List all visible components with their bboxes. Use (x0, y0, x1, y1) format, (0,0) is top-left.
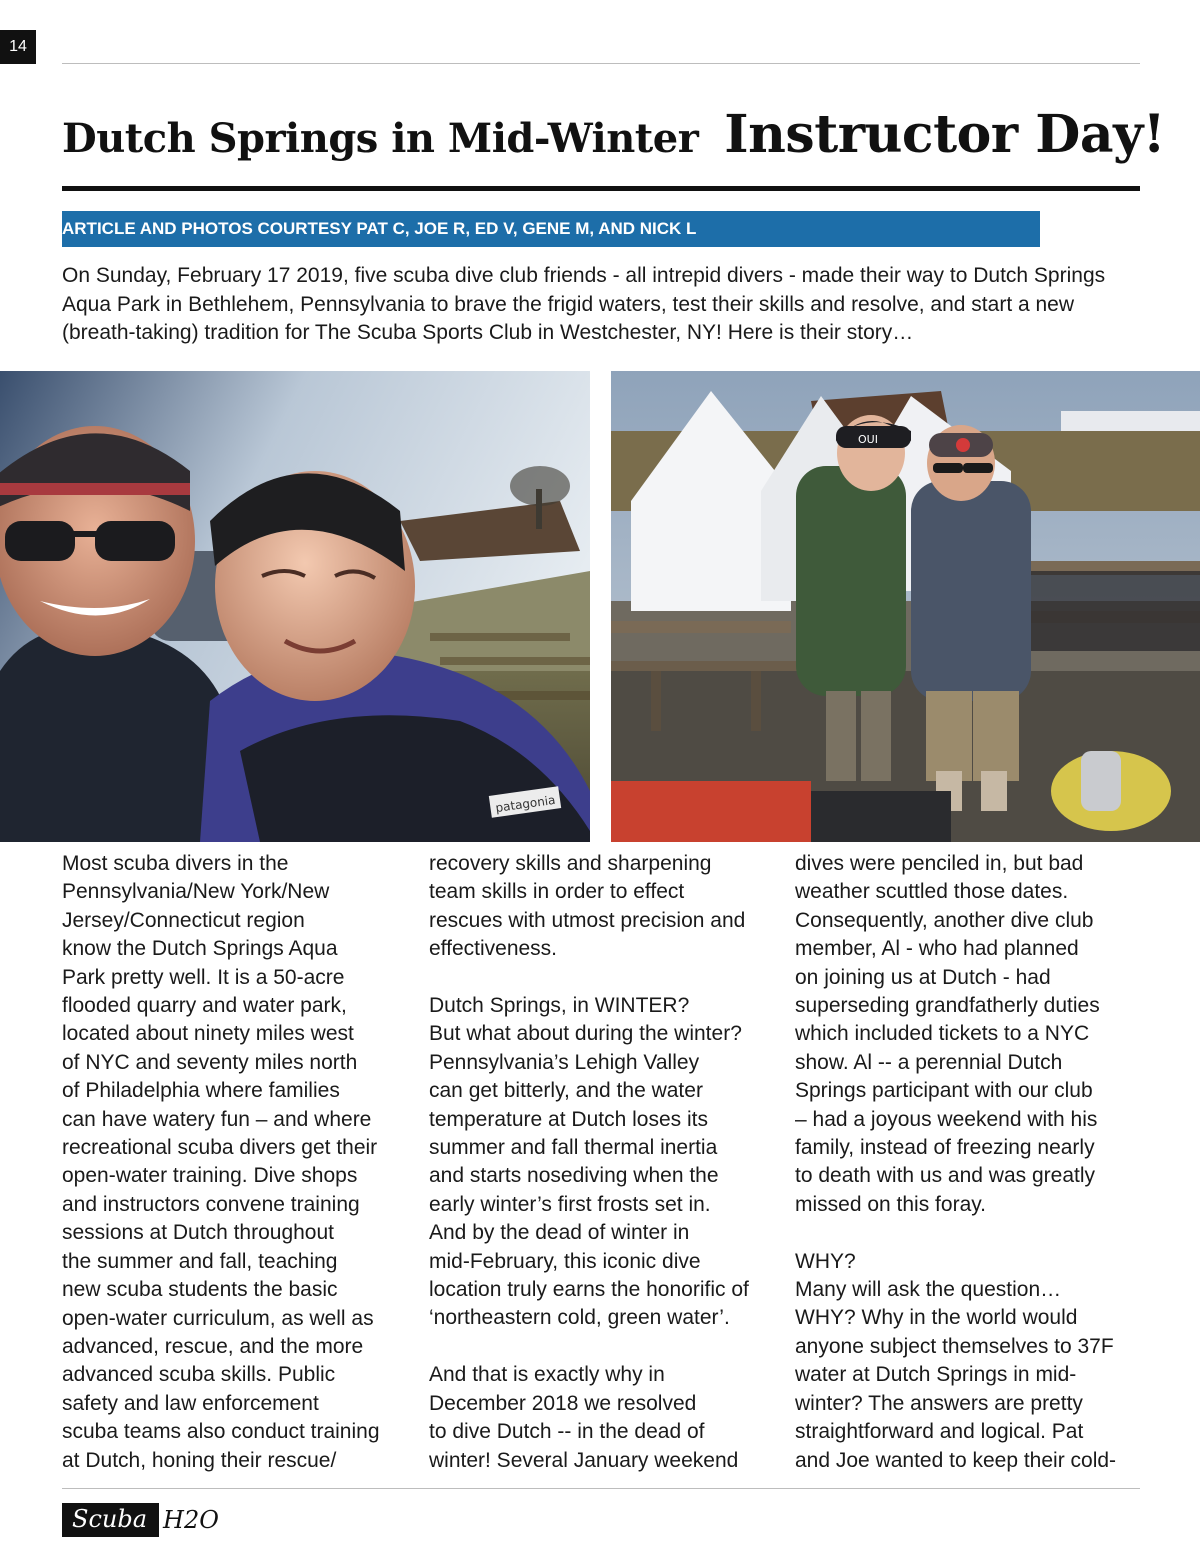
title-part-2: Instructor Day! (724, 104, 1166, 165)
top-rule (62, 63, 1140, 64)
footer-rule (62, 1488, 1140, 1489)
credit-bar (62, 211, 1040, 247)
column-3-paragraph-2: WHY? Many will ask the question… WHY? Why in the world would anyone subject themselves to 37F water at Dutch Springs in mid- winter? The answers are pretty straightforward and logical. Pat and Joe wanted to keep their cold- (795, 1249, 1117, 1472)
photo-selfie (0, 371, 590, 842)
paragraph-gap (795, 1219, 1140, 1247)
photo-selfie-image (0, 371, 590, 842)
photo-divers-at-table (611, 371, 1200, 842)
photo-brand-label: patagonia (494, 792, 557, 816)
magazine-logo (62, 1500, 219, 1540)
logo-scuba: Scuba (62, 1503, 159, 1537)
title-part-1: Dutch Springs in Mid-Winter (62, 115, 699, 162)
photo-divers-image (611, 371, 1200, 842)
column-3-paragraph-1: dives were penciled in, but bad weather scuttled those dates. Consequently, another dive club member, Al - who had planned on joining us at Dutch - had superseding grandfatherly duties which included tickets to a NYC show. Al -- a perennial Dutch Springs participant with our club – had a joyous weekend with his family, instead of freezing nearly to death with us and was greatly missed on this foray. (795, 852, 1100, 1216)
page-number: 14 (0, 30, 36, 64)
intro-paragraph: On Sunday, February 17 2019, five scuba dive club friends - all intrepid divers - made their way to Dutch Springs Aqua Park in Bethlehem, Pennsylvania to brave the frigid waters, test their skills and resolve, and start a new (breath-taking) tradition for The Scuba Sports Club in Westchester, NY! Here is their story… (62, 264, 1106, 344)
paragraph-gap (429, 1333, 774, 1361)
text-column-1 (62, 850, 407, 1475)
photo-hat-label: OUI (858, 433, 878, 446)
page-title (62, 104, 1166, 180)
credit-text: ARTICLE AND PHOTOS COURTESY PAT C, JOE R, ED V, GENE M, AND NICK L (62, 219, 697, 238)
column-2-paragraph-2: Dutch Springs, in WINTER? But what about during the winter? Pennsylvania’s Lehigh Valley can get bitterly, and the water temperature at Dutch loses its summer and fall thermal inertia and starts nosediving when the early winter’s first frosts set in. And by the dead of winter in mid-February, this iconic dive location truly earns the honorific of ‘northeastern cold, green water’. (429, 994, 749, 1330)
column-2-paragraph-1: recovery skills and sharpening team skills in order to effect rescues with utmost precision and effectiveness. (429, 852, 746, 961)
text-column-2 (429, 850, 774, 1475)
paragraph-gap (429, 964, 774, 992)
title-underline (62, 186, 1140, 191)
text-column-3 (795, 850, 1140, 1475)
logo-h2o: H2O (163, 1506, 219, 1534)
column-1-paragraph-1: Most scuba divers in the Pennsylvania/New York/New Jersey/Connecticut region know the Dutch Springs Aqua Park pretty well. It is a 50-acre flooded quarry and water park, located about ninety miles west of NYC and seventy miles north of Philadelphia where families can have watery fun – and where recreational scuba divers get their open-water training. Dive shops and instructors convene training sessions at Dutch throughout the summer and fall, teaching new scuba students the basic open-water curriculum, as well as advanced, rescue, and the more advanced scuba skills. Public safety and law enforcement scuba teams also conduct training at Dutch, honing their rescue/ (62, 852, 380, 1472)
column-2-paragraph-3: And that is exactly why in December 2018 we resolved to dive Dutch -- in the dead of winter! Several January weekend (429, 1363, 739, 1472)
